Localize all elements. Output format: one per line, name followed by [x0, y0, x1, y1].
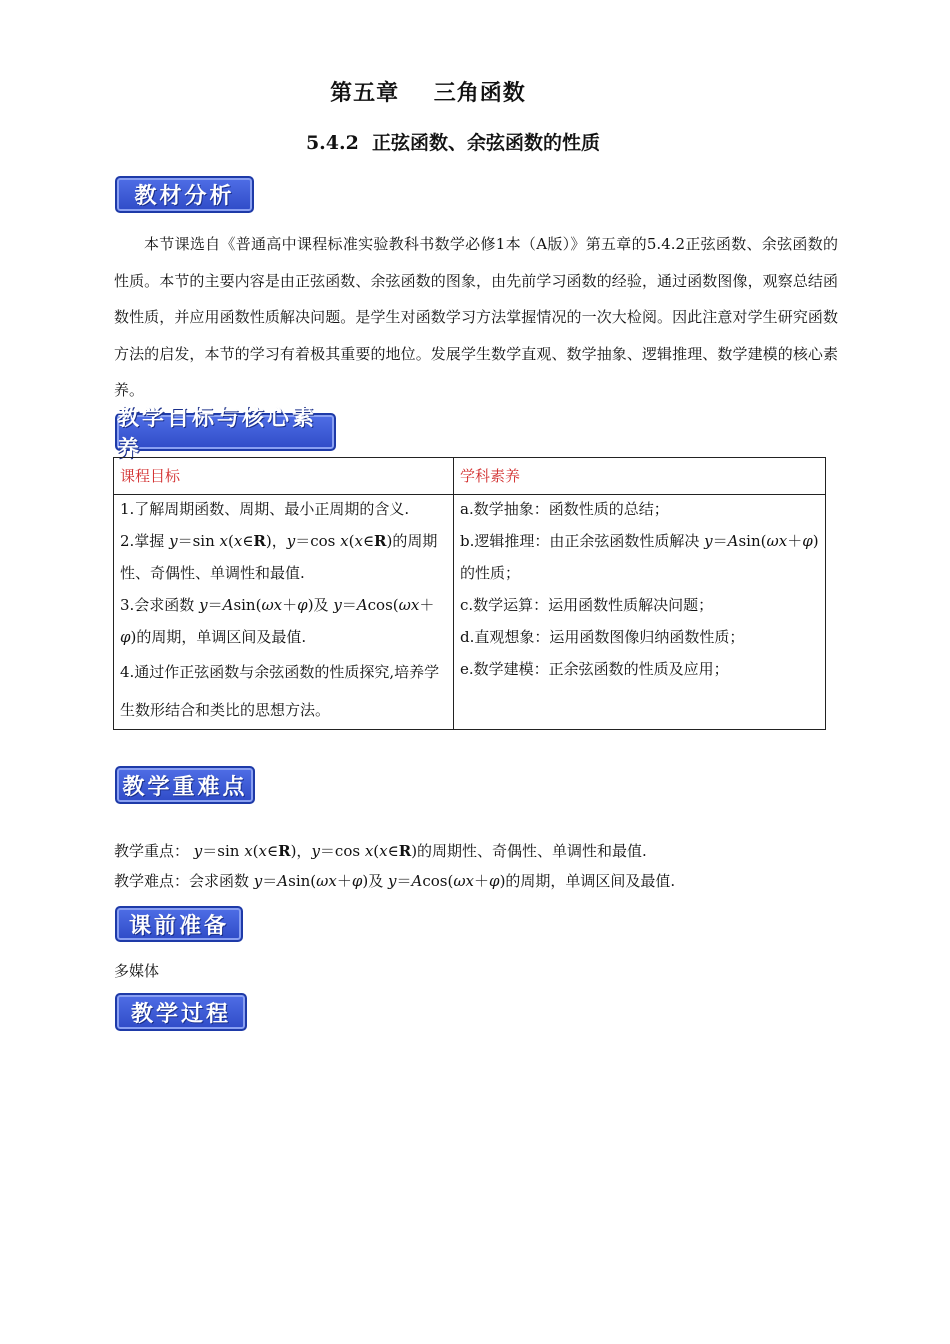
badge-goals: 教学目标与核心素养: [115, 413, 336, 451]
difficulty-line: 教学难点：会求函数 y＝Asin(ωx＋φ)及 y＝Acos(ωx＋φ)的周期，单调区间及最值.: [114, 872, 676, 890]
prep-text: 多媒体: [114, 962, 160, 980]
literacy-item-d: d.直观想象：运用函数图像归纳函数性质；: [460, 628, 745, 646]
chapter-title: 第五章 三角函数: [330, 80, 526, 106]
table-row: [114, 495, 826, 730]
literacy-cell: [454, 495, 826, 730]
literacy-item-e: e.数学建模：正余弦函数的性质及应用；: [460, 660, 729, 678]
section-title: 5.4.2 正弦函数、余弦函数的性质: [305, 132, 601, 154]
header-literacy: 学科素养: [454, 458, 826, 495]
goal-item-2: 2.掌握 y＝sin x(x∈R)，y＝cos x(x∈R)的周期性、奇偶性、单调性和最值.: [120, 532, 438, 582]
goals-table: [113, 457, 826, 730]
literacy-item-a: a.数学抽象：函数性质的总结；: [460, 500, 669, 518]
goal-item-1: 1.了解周期函数、周期、最小正周期的含义.: [120, 500, 410, 518]
analysis-paragraph: 本节课选自《普通高中课程标准实验教科书数学必修1本（A版）》第五章的5.4.2正弦函数、余弦函数的性质。本节的主要内容是由正弦函数、余弦函数的图象，由先前学习函数的经验，通过函数图像，观察总结函数性质，并应用函数性质解决问题。是学生对函数学习方法掌握情况的一次大检阅。因此注意对学生研究函数方法的启发，本节的学习有着极其重要的地位。发展学生数学直观、数学抽象、逻辑推理、数学建模的核心素养。: [114, 235, 838, 399]
key-point-line: 教学重点： y＝sin x(x∈R)，y＝cos x(x∈R)的周期性、奇偶性、单调性和最值.: [114, 842, 647, 860]
table-header-row: [114, 458, 826, 495]
literacy-item-c: c.数学运算：运用函数性质解决问题；: [460, 596, 714, 614]
header-course-goals: 课程目标: [114, 458, 454, 495]
badge-process: 教学过程: [115, 993, 247, 1031]
badge-keypoints: 教学重难点: [115, 766, 255, 804]
goal-item-3: 3.会求函数 y＝Asin(ωx＋φ)及 y＝Acos(ωx＋φ)的周期，单调区间及最值.: [120, 596, 435, 646]
badge-prep: 课前准备: [115, 906, 243, 942]
goal-item-4: 4.通过作正弦函数与余弦函数的性质探究,培养学生数形结合和类比的思想方法。: [120, 663, 440, 719]
goals-cell: [114, 495, 454, 730]
literacy-item-b: b.逻辑推理：由正余弦函数性质解决 y＝Asin(ωx＋φ)的性质；: [460, 532, 819, 582]
badge-analysis: 教材分析: [115, 176, 254, 213]
